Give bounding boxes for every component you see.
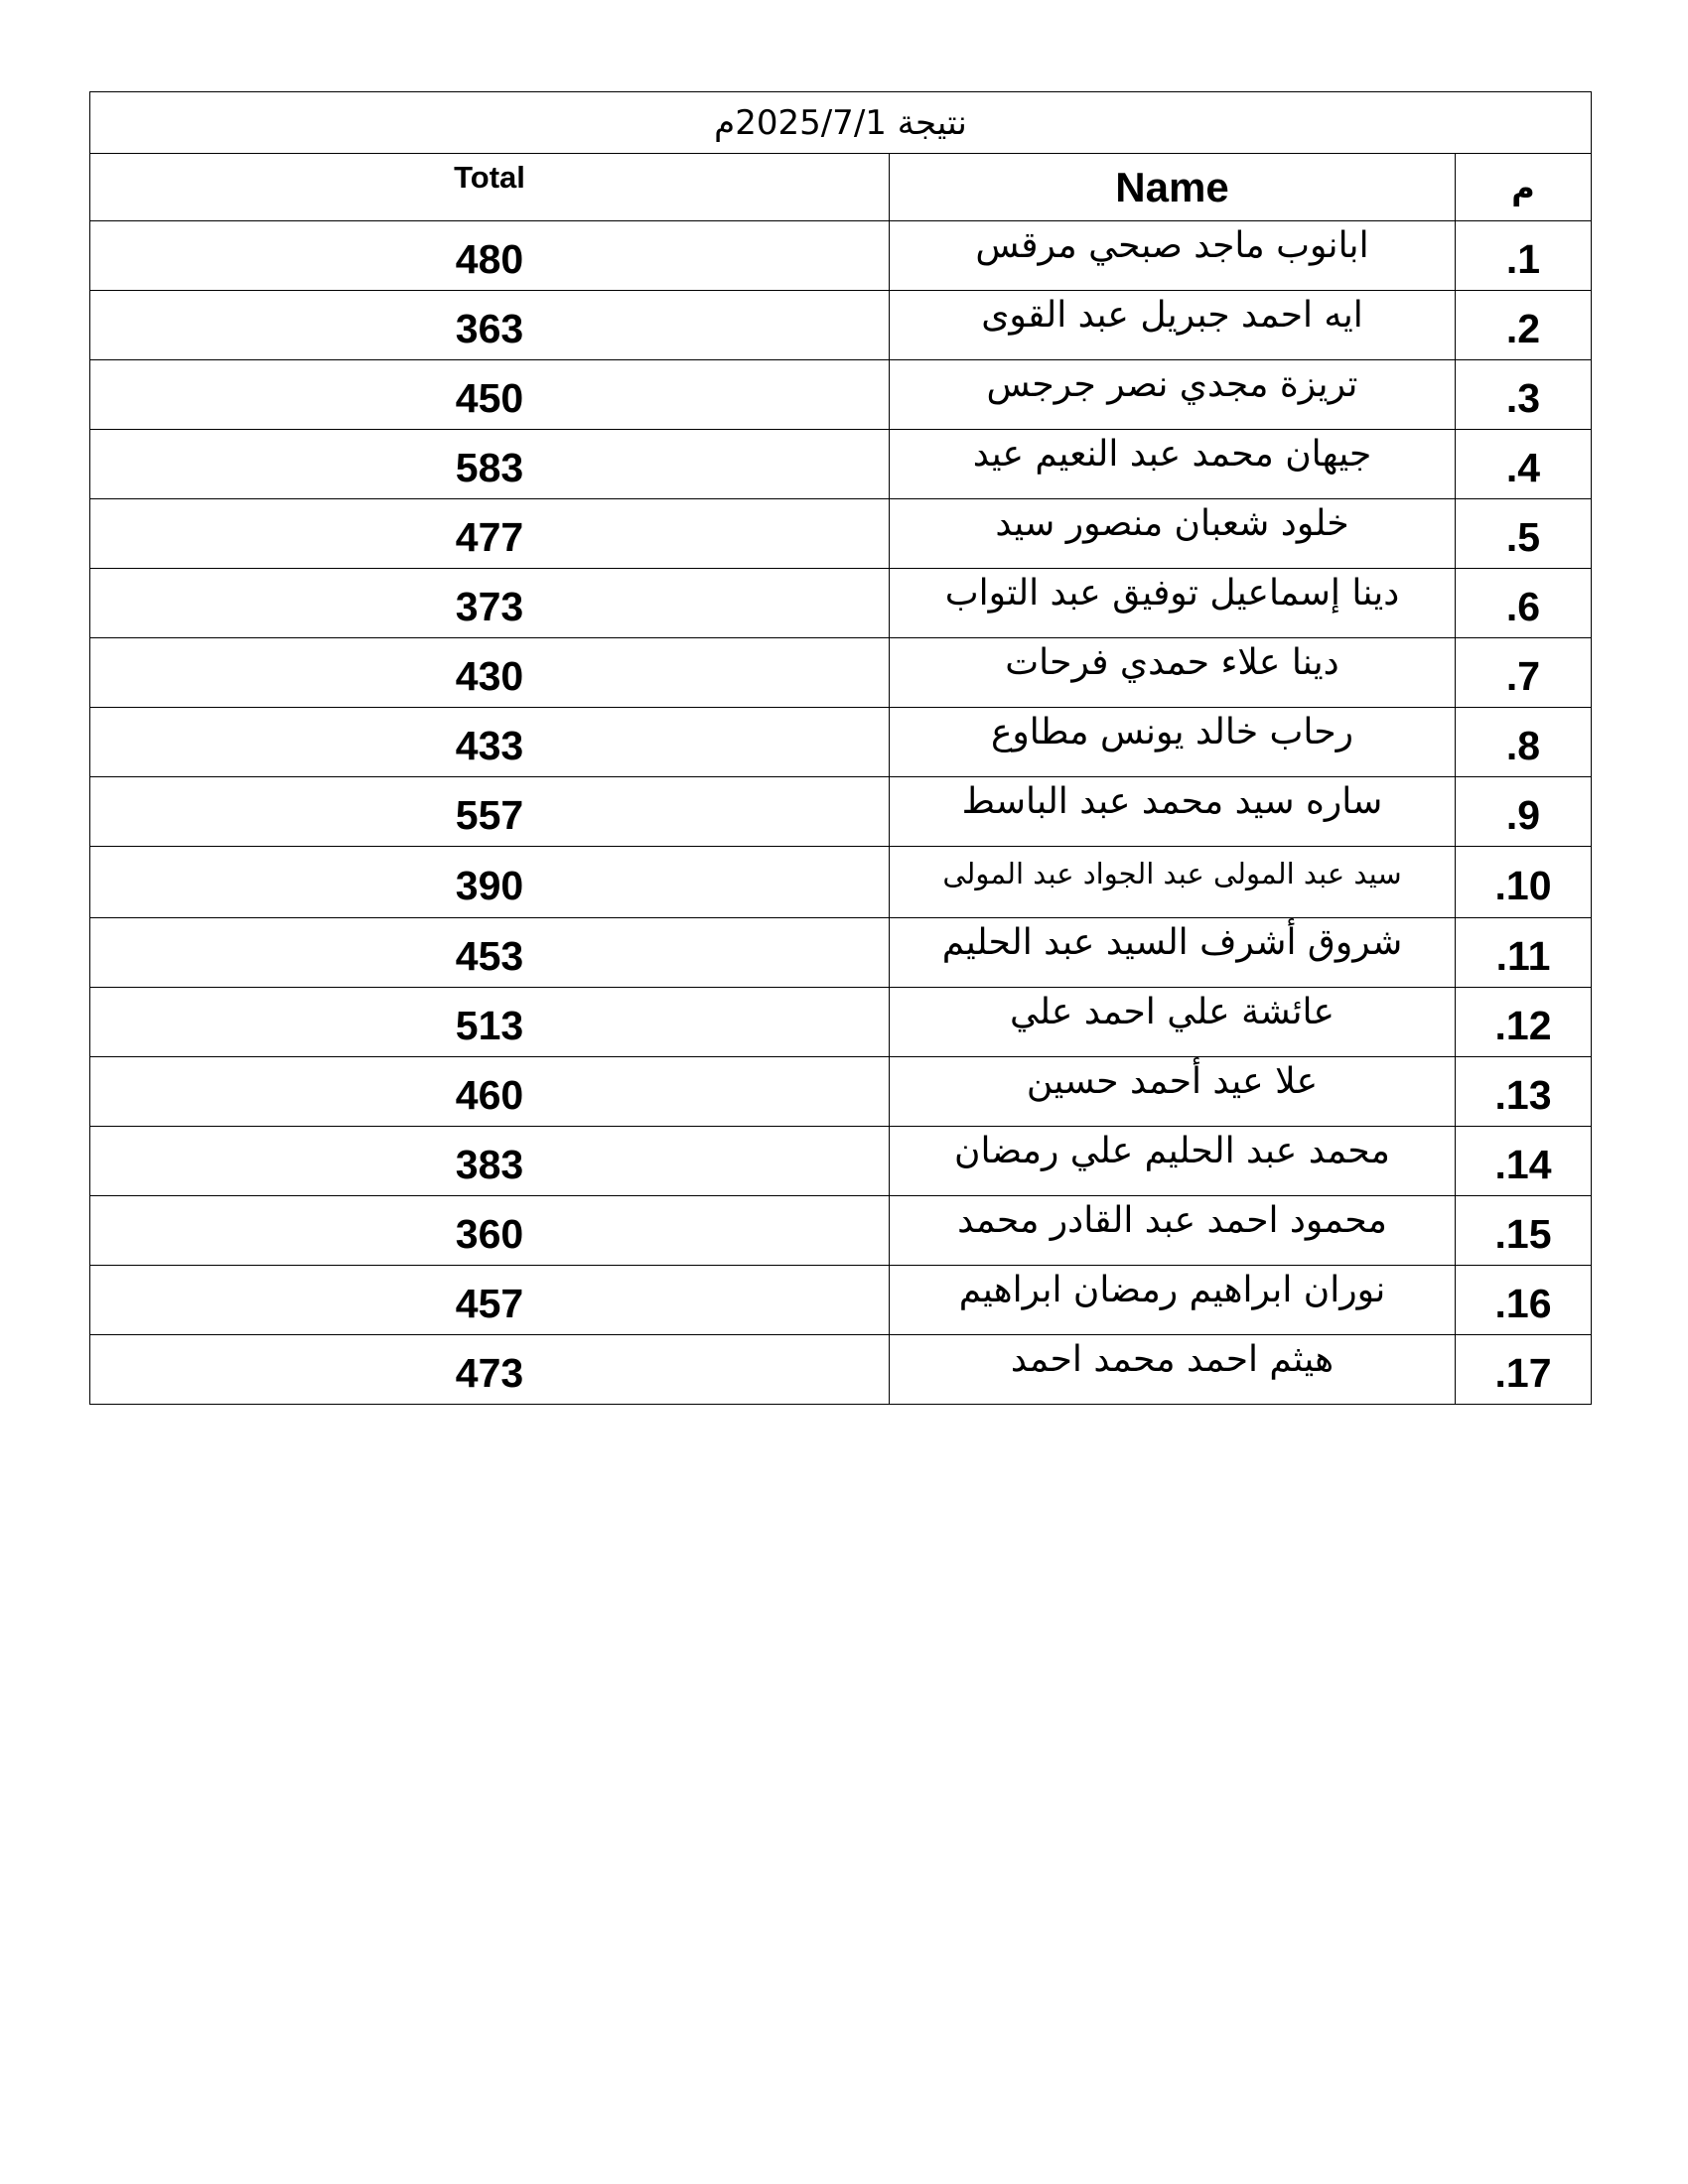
row-index: .13 <box>1456 1057 1592 1127</box>
row-total: 363 <box>90 291 890 360</box>
row-total: 583 <box>90 430 890 499</box>
row-name: ابانوب ماجد صبحي مرقس <box>890 221 1456 291</box>
row-total: 457 <box>90 1266 890 1335</box>
row-name: ساره سيد محمد عبد الباسط <box>890 777 1456 847</box>
results-table <box>89 91 1592 1405</box>
row-name: محمود احمد عبد القادر محمد <box>890 1196 1456 1266</box>
row-index: .5 <box>1456 499 1592 569</box>
row-name: خلود شعبان منصور سيد <box>890 499 1456 569</box>
header-total: Total <box>90 154 890 221</box>
title-row <box>90 92 1592 154</box>
row-total: 360 <box>90 1196 890 1266</box>
table-row <box>90 777 1592 847</box>
row-total: 383 <box>90 1127 890 1196</box>
table-row <box>90 291 1592 360</box>
row-total: 430 <box>90 638 890 708</box>
row-index: .11 <box>1456 918 1592 988</box>
row-name: تريزة مجدي نصر جرجس <box>890 360 1456 430</box>
table-row <box>90 638 1592 708</box>
row-name: علا عيد أحمد حسين <box>890 1057 1456 1127</box>
table-row <box>90 1196 1592 1266</box>
row-total: 460 <box>90 1057 890 1127</box>
table-row <box>90 918 1592 988</box>
row-total: 557 <box>90 777 890 847</box>
row-name: دينا إسماعيل توفيق عبد التواب <box>890 569 1456 638</box>
table-row <box>90 430 1592 499</box>
table-row <box>90 499 1592 569</box>
row-name: رحاب خالد يونس مطاوع <box>890 708 1456 777</box>
row-name: سيد عبد المولى عبد الجواد عبد المولى <box>890 847 1456 918</box>
row-index: .9 <box>1456 777 1592 847</box>
row-total: 433 <box>90 708 890 777</box>
row-name: ايه احمد جبريل عبد القوى <box>890 291 1456 360</box>
header-row <box>90 154 1592 221</box>
table-row <box>90 988 1592 1057</box>
row-index: .3 <box>1456 360 1592 430</box>
row-index: .17 <box>1456 1335 1592 1405</box>
table-row <box>90 360 1592 430</box>
row-index: .10 <box>1456 847 1592 918</box>
table-row <box>90 708 1592 777</box>
table-body <box>90 92 1592 1405</box>
table-row <box>90 221 1592 291</box>
row-name: دينا علاء حمدي فرحات <box>890 638 1456 708</box>
row-index: .12 <box>1456 988 1592 1057</box>
table-row <box>90 569 1592 638</box>
row-index: .1 <box>1456 221 1592 291</box>
header-index: م <box>1456 154 1592 221</box>
row-name: هيثم احمد محمد احمد <box>890 1335 1456 1405</box>
row-index: .8 <box>1456 708 1592 777</box>
row-name: عائشة علي احمد علي <box>890 988 1456 1057</box>
header-name: Name <box>890 154 1456 221</box>
row-index: .2 <box>1456 291 1592 360</box>
row-total: 390 <box>90 847 890 918</box>
table-row <box>90 1057 1592 1127</box>
row-index: .6 <box>1456 569 1592 638</box>
row-index: .14 <box>1456 1127 1592 1196</box>
table-row <box>90 1335 1592 1405</box>
row-name: شروق أشرف السيد عبد الحليم <box>890 918 1456 988</box>
row-name: نوران ابراهيم رمضان ابراهيم <box>890 1266 1456 1335</box>
table-row <box>90 1127 1592 1196</box>
row-index: .4 <box>1456 430 1592 499</box>
row-total: 473 <box>90 1335 890 1405</box>
row-index: .15 <box>1456 1196 1592 1266</box>
row-total: 480 <box>90 221 890 291</box>
row-total: 513 <box>90 988 890 1057</box>
table-row <box>90 1266 1592 1335</box>
row-name: محمد عبد الحليم علي رمضان <box>890 1127 1456 1196</box>
row-total: 477 <box>90 499 890 569</box>
row-index: .7 <box>1456 638 1592 708</box>
row-name: جيهان محمد عبد النعيم عيد <box>890 430 1456 499</box>
row-total: 450 <box>90 360 890 430</box>
row-index: .16 <box>1456 1266 1592 1335</box>
row-total: 453 <box>90 918 890 988</box>
row-total: 373 <box>90 569 890 638</box>
table-row <box>90 847 1592 918</box>
table-title: نتيجة 2025/7/1م <box>90 92 1592 154</box>
